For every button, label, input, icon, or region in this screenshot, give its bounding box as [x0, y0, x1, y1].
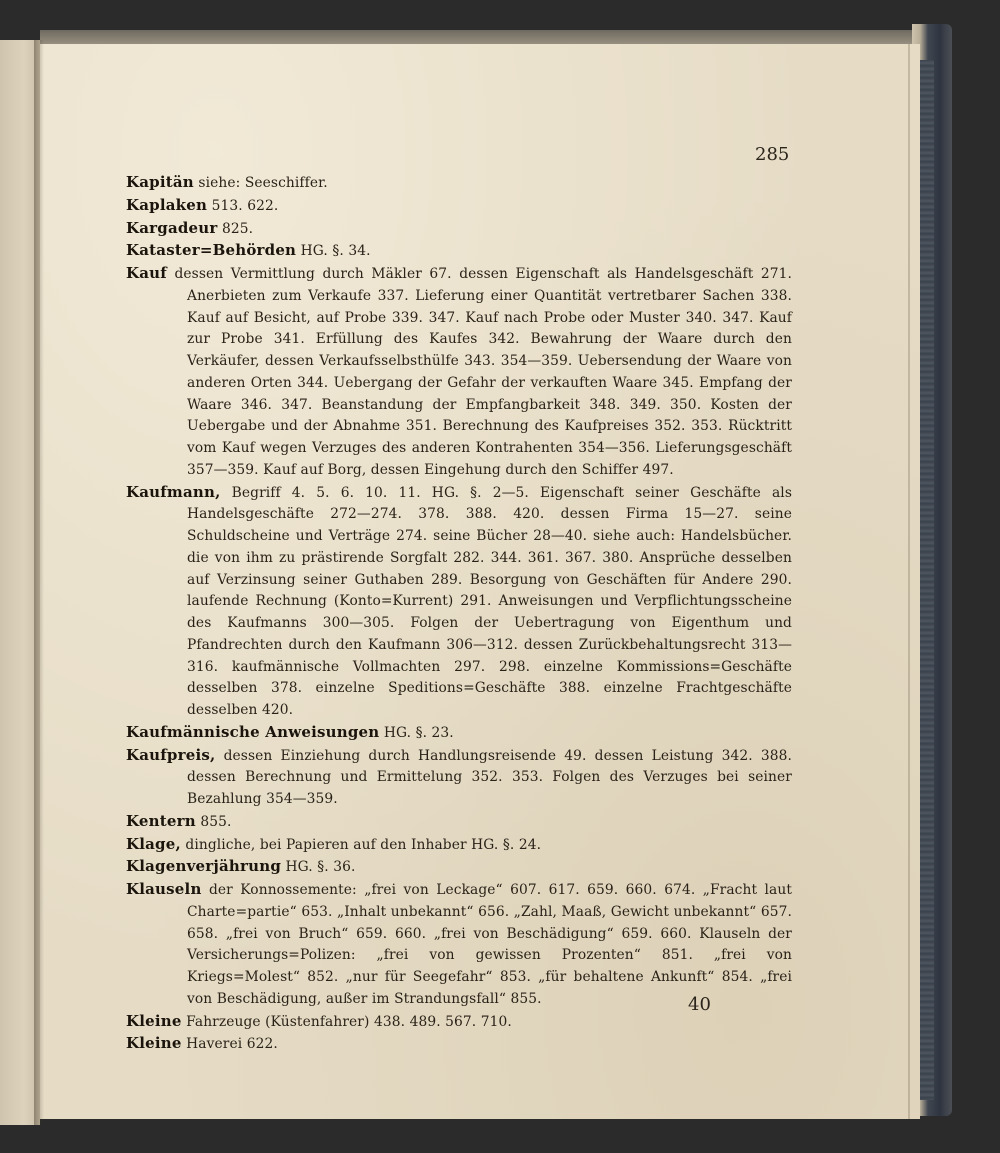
- index-entry: [126, 240, 792, 263]
- index-term: Kaufmann,: [126, 482, 221, 501]
- index-entry: [126, 811, 792, 834]
- index-text: Haverei 622.: [181, 1036, 278, 1053]
- index-text: der Konnossemente: „frei von Leckage“ 607. 617. 659. 660. 674. „Fracht laut Charte=partie“ 653. „Inhalt unbekannt“ 656. „Zahl, Maaß, Gewicht unbekannt“ 657. 658. „frei von Bruch“ 659. 660. „frei von Beschädigung“ 659. 660. Klauseln der Versicherungs=Polizen: „frei von gewissen Prozenten“ 851. „frei von Kriegs=Molest“ 852. „nur für Seegefahr“ 853. „für behaltene Ankunft“ 854. „frei von Beschädigung, außer im Strandungsfall“ 855.: [187, 882, 792, 1007]
- index-term: Kaplaken: [126, 195, 208, 214]
- signature-mark: 40: [688, 994, 711, 1015]
- index-text: dessen Vermittlung durch Mäkler 67. dessen Eigenschaft als Handelsgeschäft 271. Anerbieten zum Verkaufe 337. Lieferung einer Quantität vertretbarer Sachen 338. Kauf auf Besicht, auf Probe 339. 347. Kauf nach Probe oder Muster 340. 347. Kauf zur Probe 341. Erfüllung des Kaufes 342. Bewahrung der Waare durch den Verkäufer, dessen Verkaufsselbsthülfe 343. 354—359. Uebersendung der Waare von anderen Orten 344. Uebergang der Gefahr der verkauften Waare 345. Empfang der Waare 346. 347. Beanstandung der Empfangbarkeit 348. 349. 350. Kosten der Uebergabe und der Abnahme 351. Berechnung des Kaufpreises 352. 353. Rücktritt vom Kauf wegen Verzuges des anderen Kontrahenten 354—356. Lieferungsgeschäft 357—359. Kauf auf Borg, dessen Eingehung durch den Schiffer 497.: [166, 266, 792, 478]
- index-text: 855.: [195, 813, 232, 830]
- index-entries: [126, 172, 792, 1056]
- index-term: Kapitän: [126, 173, 194, 191]
- index-text: siehe: Seeschiffer.: [193, 175, 328, 191]
- index-term: Kleine: [126, 1034, 182, 1053]
- index-entry: [126, 218, 792, 241]
- index-text: 825.: [217, 220, 254, 237]
- spine-shadow: [34, 40, 44, 1125]
- index-text: Fahrzeuge (Küstenfahrer) 438. 489. 567. 710.: [181, 1013, 512, 1030]
- index-entry: [126, 856, 792, 879]
- index-entry: [126, 722, 792, 745]
- index-term: Kaufmännische Anweisungen: [126, 722, 380, 741]
- index-text: Begriff 4. 5. 6. 10. 11. HG. §. 2—5. Eigenschaft seiner Geschäfte als Handelsgeschäfte 272—274. 378. 388. 420. dessen Firma 15—27. seine Schuldscheine und Verträge 274. seine Bücher 28—40. siehe auch: Handelsbücher. die von ihm zu prästirende Sorgfalt 282. 344. 361. 367. 380. Ansprüche desselben auf Verzinsung seiner Guthaben 289. Besorgung von Geschäften für Andere 290. laufende Rechnung (Konto=Kurrent) 291. Anweisungen und Verpflichtungsscheine des Kaufmanns 300—305. Folgen der Uebertragung von Eigenthum und Pfandrechten durch den Kaufmann 306—312. dessen Zurückbehaltungsrecht 313—316. kaufmännische Vollmachten 297. 298. einzelne Kommissions=Geschäfte desselben 378. einzelne Speditions=Geschäfte 388. einzelne Frachtgeschäfte desselben 420.: [187, 484, 792, 718]
- index-entry: [126, 834, 792, 857]
- page-number: 285: [755, 144, 790, 165]
- index-text: HG. §. 36.: [281, 859, 356, 876]
- index-text: 513. 622.: [207, 197, 279, 214]
- index-term: Kaufpreis,: [126, 745, 216, 764]
- index-text: dessen Einziehung durch Handlungsreisende 49. dessen Leistung 342. 388. dessen Berechnung und Ermittelung 352. 353. Folgen des Verzuges bei seiner Bezahlung 354—359.: [187, 747, 792, 807]
- index-entry: [126, 745, 792, 811]
- index-term: Kauf: [126, 264, 167, 282]
- index-term: Klauseln: [126, 880, 202, 898]
- index-term: Kataster=Behörden: [126, 241, 297, 260]
- index-entry: [126, 482, 792, 722]
- index-text: HG. §. 34.: [296, 243, 371, 260]
- index-text: dingliche, bei Papieren auf den Inhaber HG. §. 24.: [180, 836, 542, 853]
- index-term: Kleine: [126, 1011, 182, 1030]
- index-entry: [126, 172, 792, 195]
- index-term: Klagenverjährung: [126, 857, 282, 876]
- page-fold-line: [908, 44, 910, 1119]
- index-term: Kentern: [126, 811, 196, 830]
- index-entry: [126, 879, 792, 1011]
- index-entry: [126, 263, 792, 482]
- index-term: Klage,: [126, 834, 181, 853]
- index-entry: [126, 1033, 792, 1056]
- book-cover-texture: [920, 60, 934, 1100]
- index-text: HG. §. 23.: [379, 724, 454, 741]
- index-term: Kargadeur: [126, 218, 218, 237]
- index-entry: [126, 195, 792, 218]
